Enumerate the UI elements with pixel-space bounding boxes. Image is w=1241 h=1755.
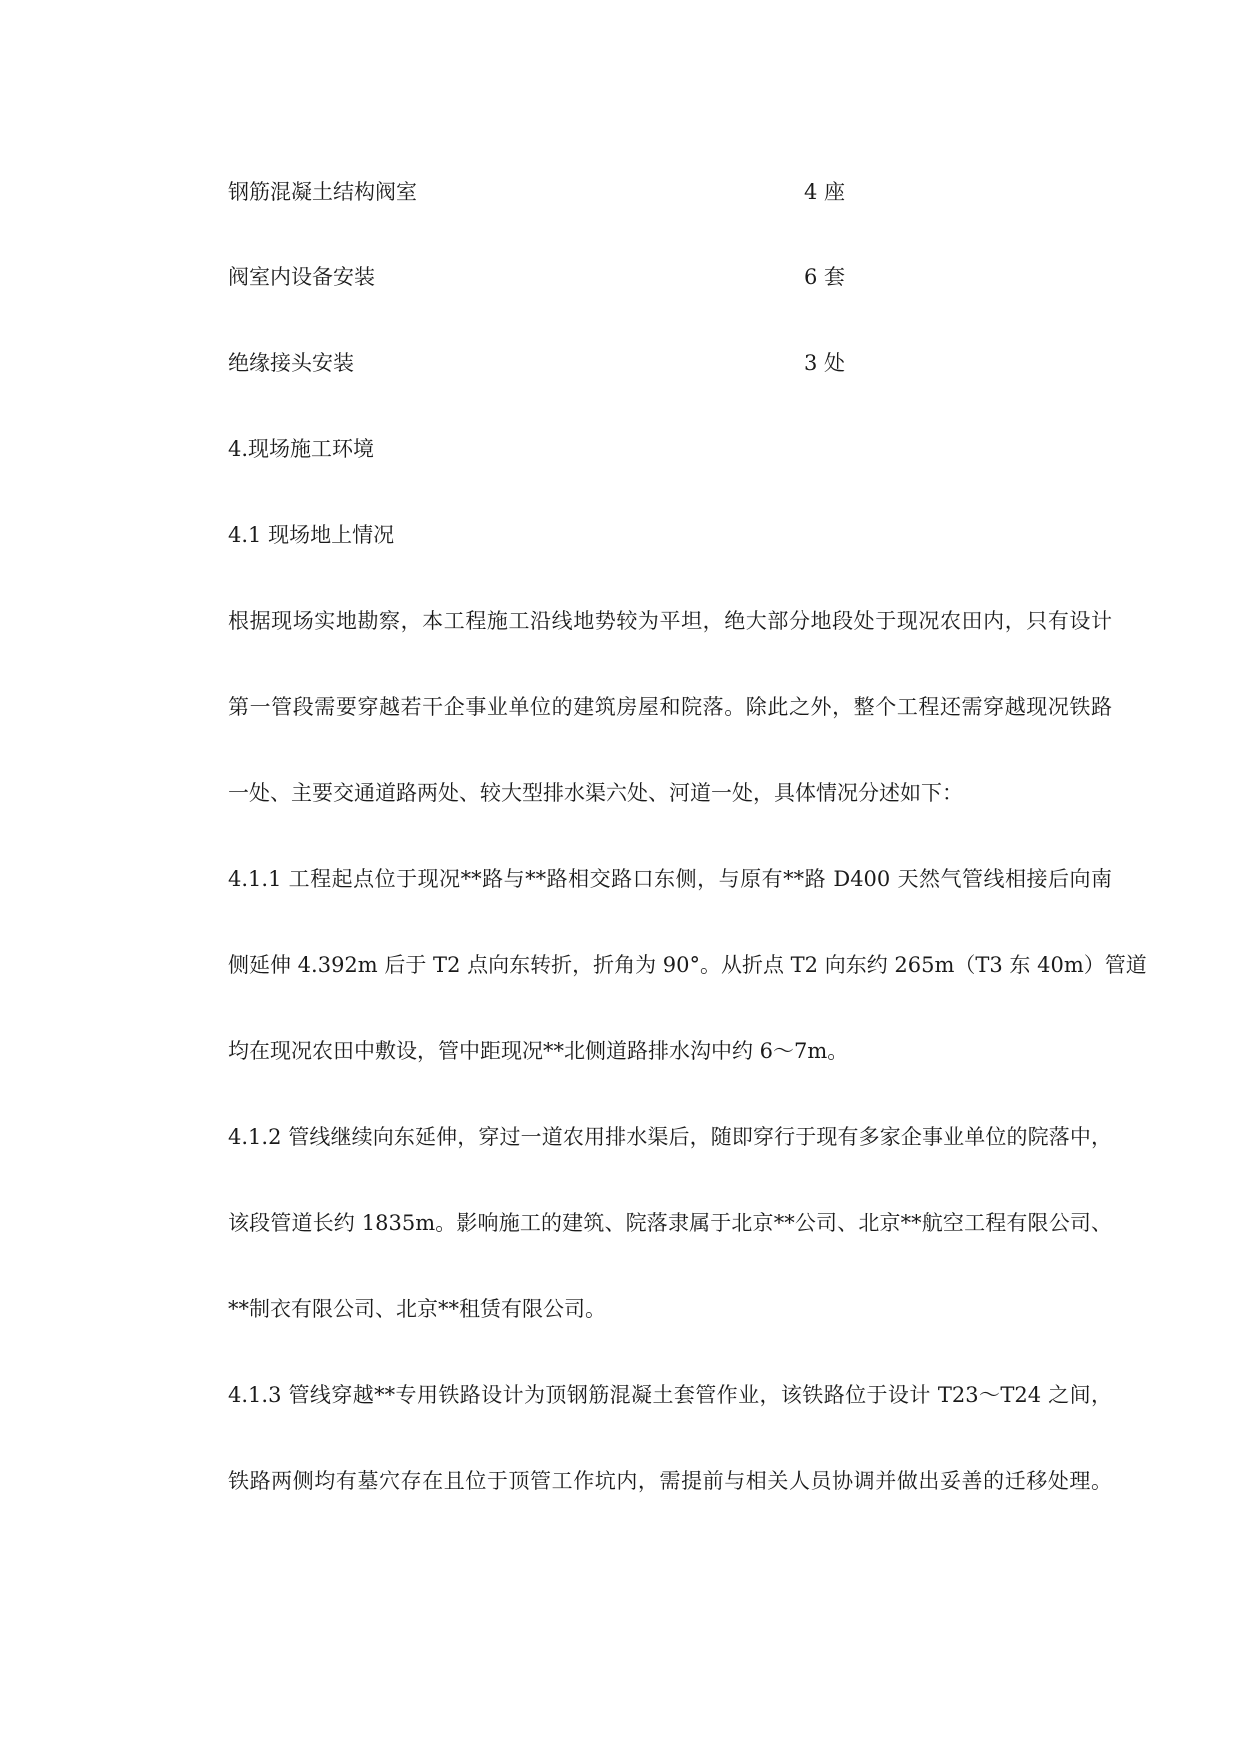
quantity-row-3-name: 绝缘接头安装 [228, 351, 354, 375]
item-4-1-3-line-1: 4.1.3 管线穿越**专用铁路设计为顶钢筋混凝土套管作业，该铁路位于设计 T23～T24 之间， [228, 1383, 1112, 1407]
intro-paragraph-line-1: 根据现场实地勘察，本工程施工沿线地势较为平坦，绝大部分地段处于现况农田内，只有设计 [228, 609, 1112, 633]
quantity-row-2-name: 阀室内设备安装 [228, 265, 375, 289]
section-heading-4: 4.现场施工环境 [228, 437, 375, 461]
item-4-1-1-line-2: 侧延伸 4.392m 后于 T2 点向东转折，折角为 90°。从折点 T2 向东约 265m（T3 东 40m）管道 [228, 953, 1147, 977]
item-4-1-2-line-1: 4.1.2 管线继续向东延伸，穿过一道农用排水渠后，随即穿行于现有多家企事业单位的院落中， [228, 1125, 1112, 1149]
section-heading-4-1: 4.1 现场地上情况 [228, 523, 395, 547]
item-4-1-1-line-1: 4.1.1 工程起点位于现况**路与**路相交路口东侧，与原有**路 D400 天然气管线相接后向南 [228, 867, 1112, 891]
item-4-1-2-line-2: 该段管道长约 1835m。影响施工的建筑、院落隶属于北京**公司、北京**航空工程有限公司、 [228, 1211, 1112, 1235]
item-4-1-3-line-2: 铁路两侧均有墓穴存在且位于顶管工作坑内，需提前与相关人员协调并做出妥善的迁移处理。 [228, 1469, 1112, 1493]
quantity-row-1-name: 钢筋混凝土结构阀室 [228, 180, 417, 204]
intro-paragraph-line-2: 第一管段需要穿越若干企事业单位的建筑房屋和院落。除此之外，整个工程还需穿越现况铁路 [228, 695, 1112, 719]
quantity-row-1-amount: 4 座 [804, 180, 846, 204]
quantity-row-2-amount: 6 套 [804, 265, 846, 289]
item-4-1-1-line-3: 均在现况农田中敷设，管中距现况**北侧道路排水沟中约 6～7m。 [228, 1039, 849, 1063]
item-4-1-2-line-3: **制衣有限公司、北京**租赁有限公司。 [228, 1297, 606, 1321]
intro-paragraph-line-3: 一处、主要交通道路两处、较大型排水渠六处、河道一处，具体情况分述如下： [228, 781, 963, 805]
quantity-row-3-amount: 3 处 [804, 351, 846, 375]
